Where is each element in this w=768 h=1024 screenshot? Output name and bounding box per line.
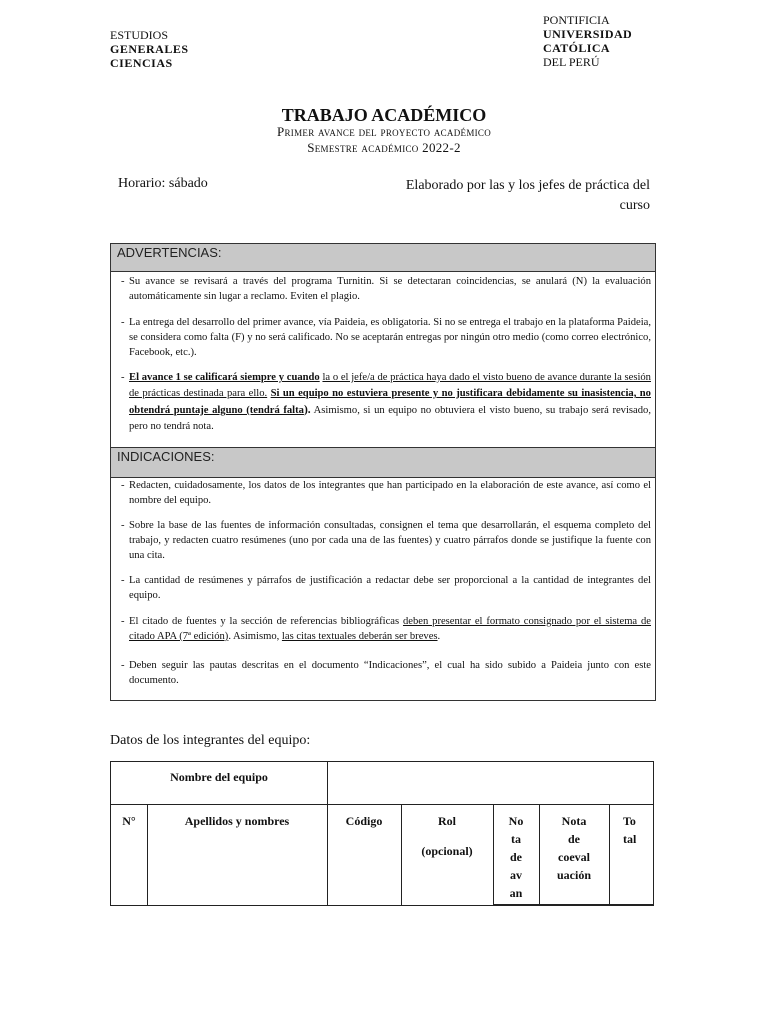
instructions-box	[110, 243, 656, 701]
indication-item: - Deben seguir las pautas descritas en el documento “Indicaciones”, el cual ha sido subido a Paideia junto con este documento.	[121, 660, 651, 686]
indication-underlined: deben presentar el formato consignado por el sistema de citado APA (7ª edición)	[129, 616, 652, 642]
faculty-line-1: ESTUDIOS	[110, 28, 169, 42]
team-table	[110, 761, 654, 906]
warning-emphasis: El avance 1 se calificará siempre y cuando	[129, 372, 320, 383]
team-data-title: Datos de los integrantes del equipo:	[110, 733, 311, 748]
col-names-header: Apellidos y nombres	[184, 814, 290, 828]
team-name-value[interactable]	[327, 762, 653, 804]
warning-text: Asimismo, si un equipo no obtuviera el visto bueno, su trabajo será revisado, pero no tendrá nota.	[129, 405, 651, 432]
col-code-header: Código	[345, 814, 383, 828]
warning-text: La entrega del desarrollo del primer avance, vía Paideia, es obligatoria. Si no se entrega el trabajo en la plataforma Paideia, se considera como falta (F) y no será calificado. No se aceptarán entregas por ningún otro medio (como correo electrónico, Facebook, etc.).	[129, 317, 651, 358]
warning-close: ).	[303, 404, 311, 416]
document-title: TRABAJO ACADÉMICO	[281, 105, 487, 125]
warning-text: Su avance se revisará a través del programa Turnitin. Si se detectaran coincidencias, se anulará (N) la evaluación automáticamente sin lugar a reclamo. Eviten el plagio.	[129, 276, 651, 302]
col-progress-grade-header: No ta de av an	[508, 814, 524, 900]
indication-text: . Asimismo,	[228, 631, 280, 642]
indications-heading: INDICACIONES:	[111, 447, 655, 478]
col-number-header: N°	[122, 814, 136, 828]
university-line-2: UNIVERSIDAD	[543, 27, 633, 41]
indication-text: Redacten, cuidadosamente, los datos de los integrantes que han participado en la elaboración de este avance, así como el nombre del equipo.	[129, 480, 651, 506]
col-total-header: To tal	[623, 814, 637, 846]
table-bottom-emphasis	[493, 904, 654, 906]
indication-text: .	[437, 631, 441, 642]
indication-item: - Redacten, cuidadosamente, los datos de los integrantes que han participado en la elaboración de este avance, así como el nombre del equipo.	[121, 480, 651, 506]
authors-text: Elaborado por las y los jefes de práctica del curso	[405, 178, 650, 213]
schedule-text: Horario: sábado	[118, 176, 208, 191]
indication-underlined: las citas textuales deberán ser breves	[281, 631, 438, 642]
col-role-header: Rol	[438, 814, 456, 828]
warning-emphasis: Si un equipo no estuviera presente y no justificara debidamente su inasistencia, no obtendrá puntaje alguno (tendrá falta	[129, 388, 651, 416]
team-name-label: Nombre del equipo	[170, 770, 268, 784]
document-subtitle: Primer avance del proyecto académico	[276, 124, 492, 139]
university-line-4: DEL PERÚ	[543, 55, 600, 69]
warning-underlined: la o el jefe/a de práctica haya dado el visto bueno de avance durante la sesión de prácticas destinada para ello.	[129, 372, 651, 399]
indication-text: Deben seguir las pautas descritas en el documento “Indicaciones”, el cual ha sido subido a Paideia junto con este documento.	[129, 660, 651, 686]
document-semester: Semestre académico 2022-2	[307, 140, 461, 155]
indication-text: El citado de fuentes y la sección de referencias bibliográficas	[129, 616, 400, 627]
university-line-1: PONTIFICIA	[543, 13, 610, 27]
faculty-line-2: GENERALES	[110, 42, 189, 56]
warnings-heading: ADVERTENCIAS:	[111, 244, 655, 272]
faculty-header	[110, 28, 189, 70]
warning-item: - El avance 1 se calificará siempre y cuando la o el jefe/a de práctica haya dado el visto bueno de avance durante la sesión de prácticas destinada para ello. Si un equipo no estuviera presente y no justificara debidamente su inasistencia, no obtendrá puntaje alguno (tendrá falta). Asimismo, si un equipo no obtuviera el visto bueno, su trabajo será revisado, pero no tendrá nota.	[121, 372, 651, 432]
university-header	[543, 13, 632, 69]
indication-item: - La cantidad de resúmenes y párrafos de justificación a redactar debe ser proporcional a la cantidad de integrantes del equipo.	[121, 575, 651, 601]
faculty-line-3: CIENCIAS	[110, 56, 173, 70]
university-line-3: CATÓLICA	[543, 41, 610, 55]
indication-item: - El citado de fuentes y la sección de referencias bibliográficas deben presentar el formato consignado por el sistema de citado APA (7ª edición). Asimismo, las citas textuales deberán ser breves.	[121, 616, 652, 642]
indication-text: La cantidad de resúmenes y párrafos de justificación a redactar debe ser proporcional a la cantidad de integrantes del equipo.	[129, 575, 651, 601]
indication-text: Sobre la base de las fuentes de información consultadas, consignen el tema que desarrollarán, el esquema completo del trabajo, y redacten cuatro resúmenes (uno por cada una de las fuentes) y cuatro párrafos donde se justifique la fuente con una cita.	[129, 520, 651, 561]
col-coeval-header: Nota de coeval uación	[556, 814, 591, 882]
col-role-subheader: (opcional)	[421, 844, 473, 858]
warning-item: - La entrega del desarrollo del primer avance, vía Paideia, es obligatoria. Si no se entrega el trabajo en la plataforma Paideia, se considera como falta (F) y no será calificado. No se aceptarán entregas por ningún otro medio (como correo electrónico, Facebook, etc.).	[121, 317, 651, 358]
warning-item: - Su avance se revisará a través del programa Turnitin. Si se detectaran coincidencias, se anulará (N) la evaluación automáticamente sin lugar a reclamo. Eviten el plagio.	[121, 276, 651, 302]
indication-item: - Sobre la base de las fuentes de información consultadas, consignen el tema que desarrollarán, el esquema completo del trabajo, y redacten cuatro resúmenes (uno por cada una de las fuentes) y cuatro párrafos donde se justifique la fuente con una cita.	[121, 520, 651, 561]
table-row-divider	[111, 804, 653, 805]
